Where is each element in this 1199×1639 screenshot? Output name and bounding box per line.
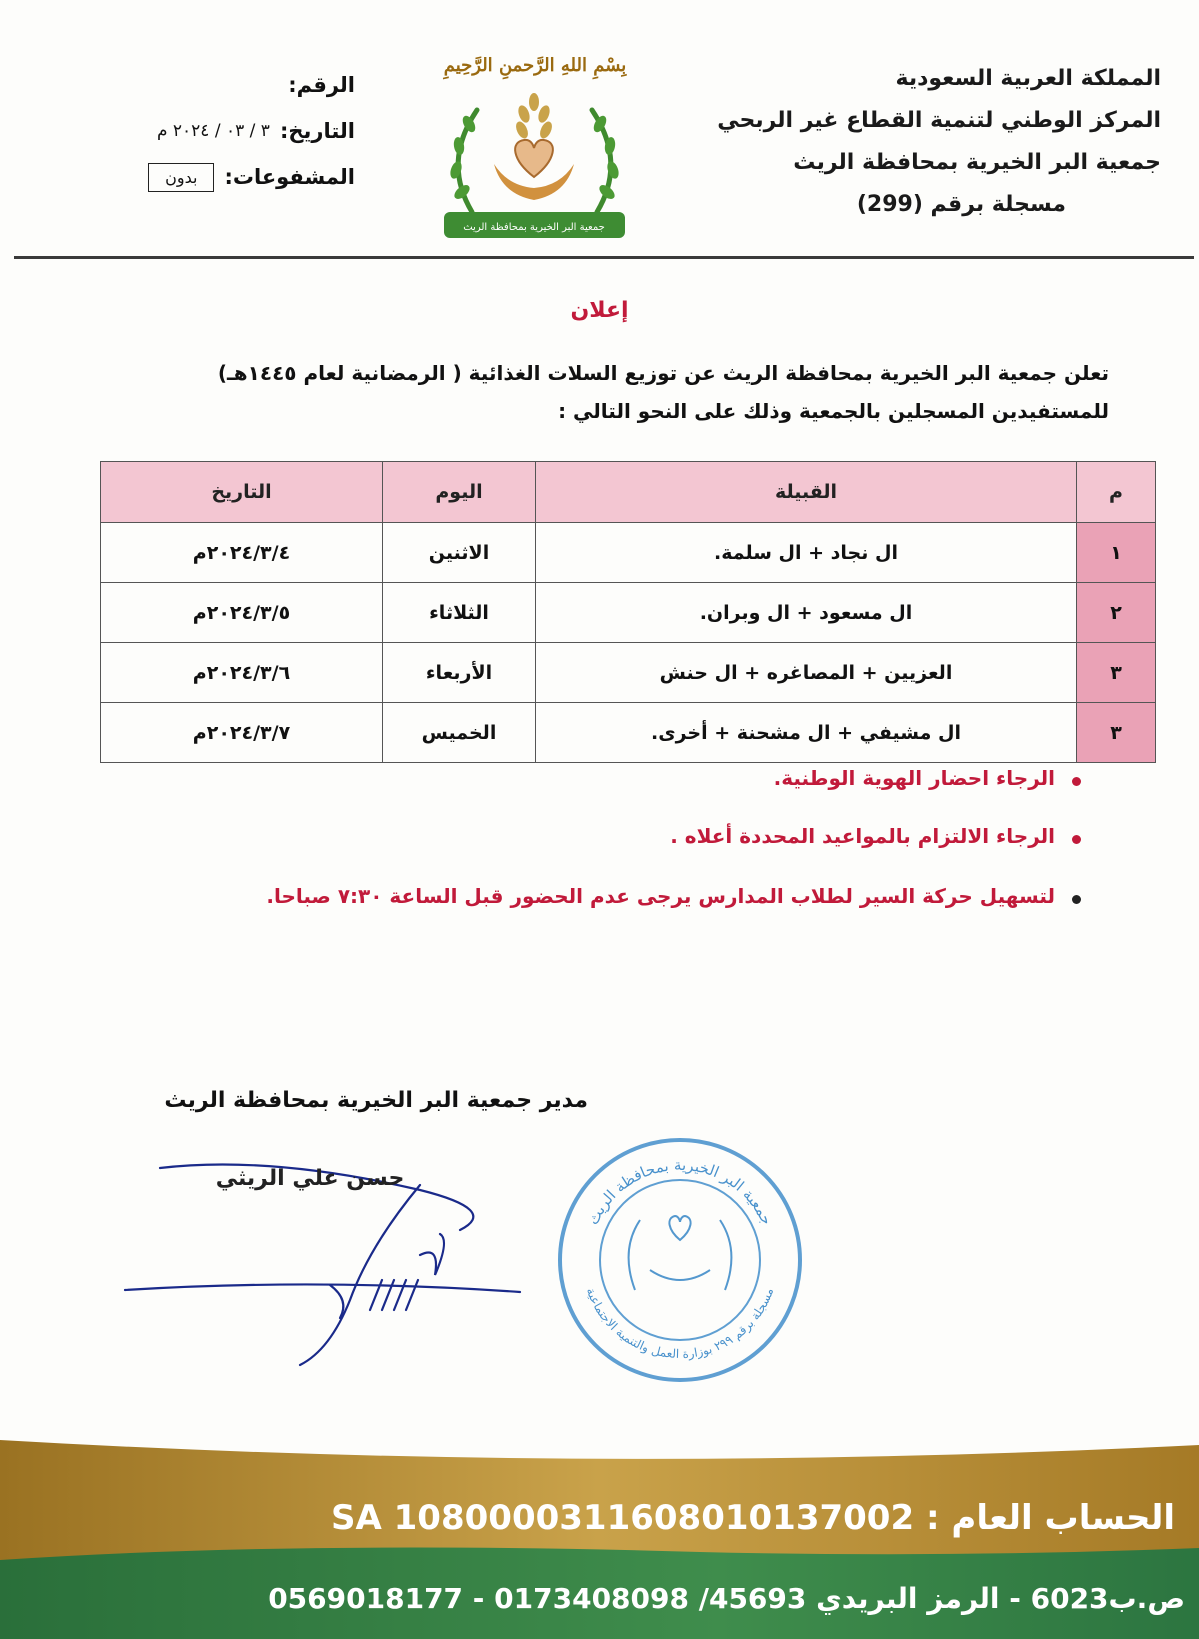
bismillah: بِسْمِ اللهِ الرَّحمنِ الرَّحِيمِ — [443, 55, 627, 76]
row-day: الأربعاء — [383, 643, 536, 703]
date-row — [55, 108, 355, 154]
header-divider — [14, 256, 1194, 259]
announcement-intro — [109, 354, 1109, 430]
signatory-title: مدير جمعية البر الخيرية بمحافظة الريث — [164, 1088, 588, 1113]
header-day: اليوم — [383, 462, 536, 523]
association-logo — [432, 82, 637, 252]
row-tribe: ال مشيفي + ال مشحنة + أخرى. — [536, 703, 1077, 763]
center-name: المركز الوطني لتنمية القطاع غير الربحي — [717, 108, 1161, 133]
attachments-label: المشفوعات: — [224, 165, 355, 189]
row-num: ٢ — [1077, 583, 1156, 643]
header-num: م — [1077, 462, 1156, 523]
bank-account: الحساب العام : SA 1080000311608010137002 — [331, 1498, 1175, 1538]
announcement-title: إعلان — [570, 298, 629, 323]
intro-line-2: للمستفيدين المسجلين بالجمعية وذلك على النحو التالي : — [558, 399, 1109, 423]
row-date: ٢٠٢٤/٣/٦م — [101, 643, 383, 703]
row-day: الاثنين — [383, 523, 536, 583]
row-day: الثلاثاء — [383, 583, 536, 643]
row-day: الخميس — [383, 703, 536, 763]
attachments-value: بدون — [148, 163, 214, 192]
row-date: ٢٠٢٤/٣/٤م — [101, 523, 383, 583]
note-item: الرجاء الالتزام بالمواعيد المحددة أعلاه . — [670, 824, 1081, 848]
logo-caption: جمعية البر الخيرية بمحافظة الريث — [463, 222, 605, 233]
row-num: ٣ — [1077, 643, 1156, 703]
stamp-bottom-text: مسجلة برقم ٢٩٩ بوزارة العمل والتنمية الاجتماعية — [583, 1285, 777, 1361]
row-num: ٣ — [1077, 703, 1156, 763]
row-num: ١ — [1077, 523, 1156, 583]
row-date: ٢٠٢٤/٣/٥م — [101, 583, 383, 643]
table-row — [101, 703, 1156, 763]
stamp-top-text: جمعية البر الخيرية بمحافظة الريث — [583, 1155, 777, 1228]
number-label: الرقم: — [288, 73, 355, 97]
number-row — [55, 62, 355, 108]
date-label: التاريخ: — [279, 119, 355, 143]
row-tribe: ال مسعود + ال وبران. — [536, 583, 1077, 643]
row-tribe: ال نجاد + ال سلمة. — [536, 523, 1077, 583]
association-name: جمعية البر الخيرية بمحافظة الريث — [793, 150, 1161, 175]
registration-number: مسجلة برقم (299) — [856, 192, 1066, 217]
letterhead-org-block — [691, 58, 1161, 226]
table-row — [101, 583, 1156, 643]
attachments-row — [55, 154, 355, 200]
table-row — [101, 643, 1156, 703]
header-date: التاريخ — [101, 462, 383, 523]
signatory-name: حسن علي الريثي — [215, 1166, 405, 1191]
table-row — [101, 523, 1156, 583]
date-value: ٣ / ٠٣ / ٢٠٢٤ م — [156, 121, 270, 141]
row-tribe: العزيين + المصاغره + ال حنش — [536, 643, 1077, 703]
contact-info: ص.ب6023 - الرمز البريدي 45693/ 0173408098 - 0569018177 — [268, 1582, 1185, 1615]
row-date: ٢٠٢٤/٣/٧م — [101, 703, 383, 763]
intro-line-1: تعلن جمعية البر الخيرية بمحافظة الريث عن توزيع السلات الغذائية ( الرمضانية لعام ١٤٤٥هـ) — [217, 361, 1109, 385]
note-item: الرجاء احضار الهوية الوطنية. — [774, 766, 1081, 790]
header-tribe: القبيلة — [536, 462, 1077, 523]
svg-text:مسجلة برقم ٢٩٩ بوزارة العمل وا — [584, 1286, 777, 1362]
kingdom-name: المملكة العربية السعودية — [895, 66, 1161, 91]
distribution-table — [100, 461, 1156, 763]
note-item: لتسهيل حركة السير لطلاب المدارس يرجى عدم الحضور قبل الساعة ٧:٣٠ صباحا. — [266, 884, 1081, 908]
letter-meta — [55, 62, 355, 200]
table-header-row — [101, 462, 1156, 523]
official-stamp — [550, 1130, 810, 1390]
